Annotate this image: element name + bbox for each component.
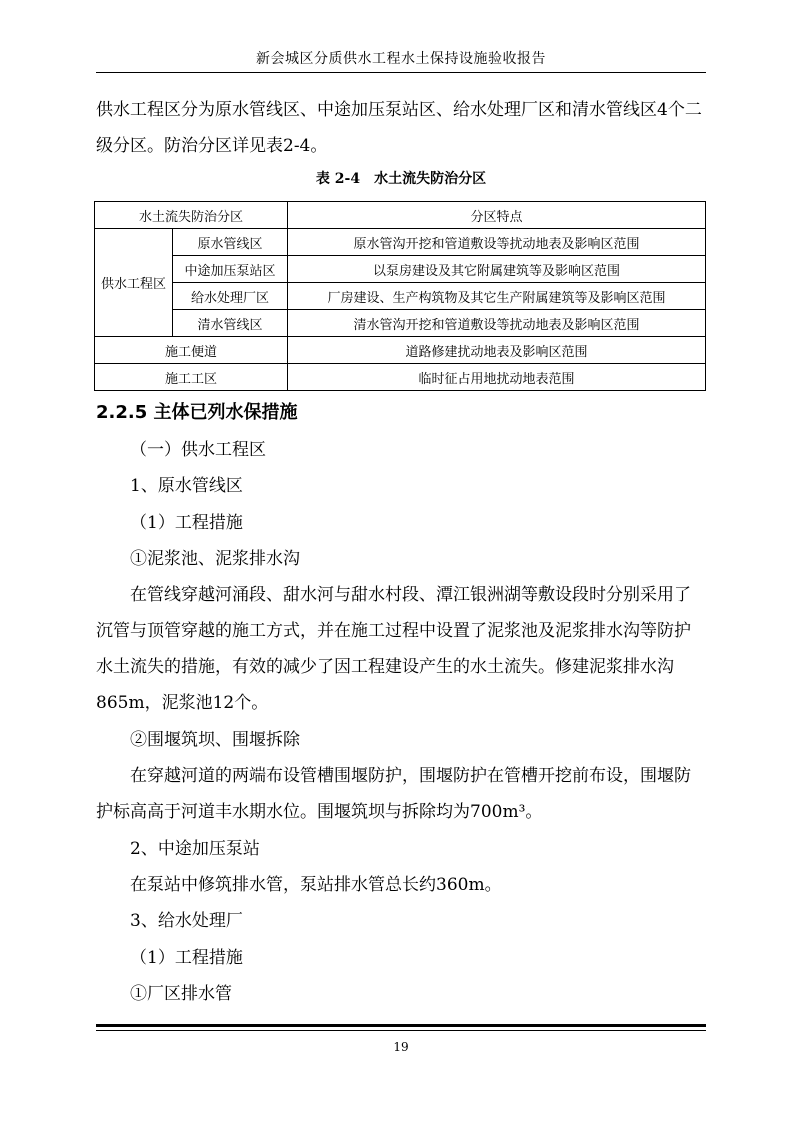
table-header-feature: 分区特点 xyxy=(288,202,706,229)
group-label: 供水工程区 xyxy=(95,229,173,337)
zone-cell: 清水管线区 xyxy=(173,310,288,337)
zone-cell: 中途加压泵站区 xyxy=(173,256,288,283)
feature-cell: 厂房建设、生产构筑物及其它生产附属建筑等及影响区范围 xyxy=(288,283,706,310)
footer-divider-thick xyxy=(96,1024,706,1027)
feature-cell: 以泵房建设及其它附属建筑等及影响区范围 xyxy=(288,256,706,283)
subheading-6: 2、中途加压泵站 xyxy=(130,839,260,859)
intro-paragraph: 供水工程区分为原水管线区、中途加压泵站区、给水处理厂区和清水管线区4个二级分区。防治分区详见表2-4。 xyxy=(96,100,702,156)
table-header-zone: 水土流失防治分区 xyxy=(95,202,288,229)
feature-cell: 临时征占用地扰动地表范围 xyxy=(288,364,706,391)
table-row xyxy=(95,283,706,310)
zone-cell: 给水处理厂区 xyxy=(173,283,288,310)
table-row xyxy=(95,256,706,283)
feature-cell: 道路修建扰动地表及影响区范围 xyxy=(288,337,706,364)
subheading-9: ①厂区排水管 xyxy=(130,984,232,1004)
subheading-4: ①泥浆池、泥浆排水沟 xyxy=(130,549,300,569)
zone-table xyxy=(94,201,706,391)
paragraph-2: 在穿越河道的两端布设管槽围堰防护，围堰防护在管槽开挖前布设，围堰防护标高高于河道丰水期水位。围堰筑坝与拆除均为700m³。 xyxy=(96,766,691,822)
subheading-1: （一）供水工程区 xyxy=(130,440,266,460)
subheading-3: （1）工程措施 xyxy=(130,513,243,533)
running-header: 新会城区分质供水工程水土保持设施验收报告 xyxy=(256,51,546,67)
table-row xyxy=(95,229,706,256)
table-row xyxy=(95,337,706,364)
subheading-2: 1、原水管线区 xyxy=(130,476,243,496)
zone-cell: 原水管线区 xyxy=(173,229,288,256)
subheading-8: （1）工程措施 xyxy=(130,948,243,968)
section-heading: 2.2.5 主体已列水保措施 xyxy=(96,402,298,423)
paragraph-1: 在管线穿越河涌段、甜水河与甜水村段、潭江银洲湖等敷设段时分别采用了沉管与顶管穿越的施工方式，并在施工过程中设置了泥浆池及泥浆排水沟等防护水土流失的措施，有效的减少了因工程建设产生的水土流失。修建泥浆排水沟865m，泥浆池12个。 xyxy=(96,585,691,713)
feature-cell: 原水管沟开挖和管道敷设等扰动地表及影响区范围 xyxy=(288,229,706,256)
zone-cell: 施工工区 xyxy=(95,364,288,391)
paragraph-3: 在泵站中修筑排水管，泵站排水管总长约360m。 xyxy=(130,875,502,895)
subheading-7: 3、给水处理厂 xyxy=(130,911,243,931)
table-row xyxy=(95,364,706,391)
zone-cell: 施工便道 xyxy=(95,337,288,364)
header-divider xyxy=(96,72,706,73)
table-row xyxy=(95,310,706,337)
page-number: 19 xyxy=(393,1040,409,1054)
table-header-row xyxy=(95,202,706,229)
footer-divider-thin xyxy=(96,1030,706,1031)
table-caption: 表 2-4 水土流失防治分区 xyxy=(315,171,487,187)
feature-cell: 清水管沟开挖和管道敷设等扰动地表及影响区范围 xyxy=(288,310,706,337)
subheading-5: ②围堰筑坝、围堰拆除 xyxy=(130,730,300,750)
